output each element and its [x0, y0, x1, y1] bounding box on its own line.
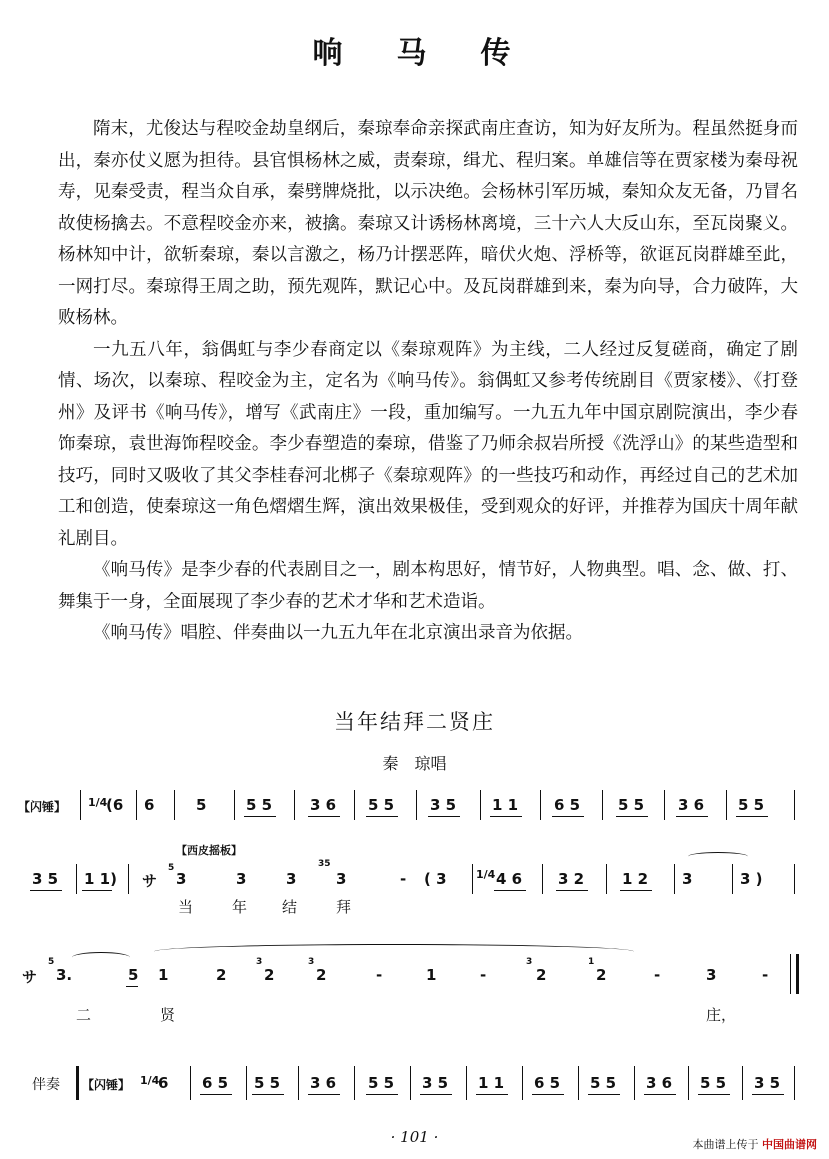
barline [298, 1066, 299, 1100]
note: 3 6 [310, 1074, 337, 1092]
beam [494, 890, 526, 891]
free-meter-mark: サ [22, 968, 38, 986]
lyric: 庄， [706, 1006, 737, 1024]
note: 5 [128, 966, 139, 984]
score-row-2 [24, 838, 804, 918]
note: - [376, 966, 383, 984]
note: 6 5 [554, 796, 581, 814]
lyric: 贤 [160, 1006, 176, 1024]
free-meter-mark: サ [142, 872, 158, 890]
note: 3 6 [678, 796, 705, 814]
beam [308, 816, 340, 817]
note: 1 2 [622, 870, 649, 888]
note: 5 5 [700, 1074, 727, 1092]
note: 5 5 [590, 1074, 617, 1092]
beam [676, 816, 708, 817]
barline [602, 790, 603, 820]
barline [674, 864, 675, 894]
beam [420, 1094, 452, 1095]
note: 3 [236, 870, 247, 888]
note: 3 6 [310, 796, 337, 814]
final-barline [790, 954, 791, 994]
beam [588, 1094, 620, 1095]
note: 1 [426, 966, 437, 984]
note: - [762, 966, 769, 984]
grace-note: 3 [526, 957, 533, 967]
note: 2 [316, 966, 327, 984]
final-barline [796, 954, 799, 994]
barline [294, 790, 295, 820]
beam [366, 1094, 398, 1095]
barline [688, 1066, 689, 1100]
barline [726, 790, 727, 820]
barline [410, 1066, 411, 1100]
beam [428, 816, 460, 817]
note: 5 5 [738, 796, 765, 814]
barline [664, 790, 665, 820]
score-row-4 [24, 1066, 804, 1110]
barline [540, 790, 541, 820]
title-char: 响 [312, 36, 349, 71]
beam [490, 816, 522, 817]
lyric: 拜 [336, 898, 352, 916]
barline [354, 1066, 355, 1100]
note: 3 [176, 870, 187, 888]
note: 3 6 [646, 1074, 673, 1092]
barline [246, 1066, 247, 1100]
barline [542, 864, 543, 894]
barline [480, 790, 481, 820]
singer-label: 秦 琼唱 [382, 754, 447, 773]
beam [752, 1094, 784, 1095]
note: 2 [536, 966, 547, 984]
beam [126, 986, 138, 987]
accompaniment-label: 伴奏 [32, 1077, 60, 1093]
barline [794, 790, 795, 820]
barline [80, 790, 81, 820]
note: 3 5 [430, 796, 457, 814]
page-title [0, 28, 829, 72]
barline [466, 1066, 467, 1100]
note: 2 [596, 966, 607, 984]
beam [200, 1094, 232, 1095]
note: 3. [56, 966, 73, 984]
barline [234, 790, 235, 820]
note: (6 [106, 796, 124, 814]
barline [354, 790, 355, 820]
title-char: 传 [480, 36, 517, 71]
grace-note: 5 [48, 957, 55, 967]
note: 5 5 [368, 796, 395, 814]
note: 2 [264, 966, 275, 984]
note: 3 [336, 870, 347, 888]
title-char: 马 [396, 36, 433, 71]
score-row-3 [24, 940, 804, 1030]
beam [532, 1094, 564, 1095]
barline [174, 790, 175, 820]
lyric: 年 [232, 898, 248, 916]
note: - [654, 966, 661, 984]
barline [416, 790, 417, 820]
song-title: 当年结拜二贤庄 [334, 710, 495, 734]
note: 3 5 [754, 1074, 781, 1092]
note: 1 1 [492, 796, 519, 814]
note: 3 [706, 966, 717, 984]
beam [698, 1094, 730, 1095]
intro-text [58, 114, 798, 650]
meter-mark: 1/4 [476, 868, 496, 881]
barline [794, 864, 795, 894]
grace-note: 35 [318, 859, 331, 869]
note: 3 5 [422, 1074, 449, 1092]
beam [736, 816, 768, 817]
note: 5 5 [246, 796, 273, 814]
note: 1 1 [478, 1074, 505, 1092]
barline [136, 790, 137, 820]
barline [606, 864, 607, 894]
beam [252, 1094, 284, 1095]
grace-note: 5 [168, 863, 175, 873]
beam [552, 816, 584, 817]
beam [366, 816, 398, 817]
note: 3 ) [740, 870, 763, 888]
meter-mark: 1/4 [88, 796, 108, 809]
note: - [400, 870, 407, 888]
tempo-mark: 【闪锤】 [82, 1078, 131, 1092]
slur [72, 952, 130, 963]
beam [556, 890, 588, 891]
lyric: 二 [76, 1006, 92, 1024]
intro-paragraph: 《响马传》是李少春的代表剧目之一，剧本构思好，情节好，人物典型。唱、念、做、打、舞集于一身，全面展现了李少春的艺术才华和艺术造诣。 [58, 560, 798, 612]
tempo-mark: 【闪锤】 [18, 800, 67, 814]
intro-paragraph: 《响马传》唱腔、伴奏曲以一九五九年在北京演出录音为依据。 [93, 623, 583, 643]
credit-text: 本曲谱上传于 [692, 1138, 759, 1151]
note: - [480, 966, 487, 984]
barline [190, 1066, 191, 1100]
upload-credit [693, 1136, 818, 1152]
tie [688, 852, 748, 861]
note: 3 [682, 870, 693, 888]
beam [616, 816, 648, 817]
note: 5 [196, 796, 207, 814]
lyric: 结 [282, 898, 298, 916]
barline [128, 864, 129, 894]
barline [578, 1066, 579, 1100]
note: 4 6 [496, 870, 523, 888]
barline [742, 1066, 743, 1100]
barline [472, 864, 473, 894]
note: 3 2 [558, 870, 585, 888]
beam [620, 890, 652, 891]
note: 3 [286, 870, 297, 888]
note: 5 5 [618, 796, 645, 814]
barline [732, 864, 733, 894]
beam [644, 1094, 676, 1095]
beam [244, 816, 276, 817]
tempo-mark: 【西皮摇板】 [176, 844, 242, 857]
grace-note: 3 [256, 957, 263, 967]
barline [634, 1066, 635, 1100]
score-row-1 [18, 790, 804, 830]
beam [308, 1094, 340, 1095]
note: 2 [216, 966, 227, 984]
grace-note: 3 [308, 957, 315, 967]
barline [794, 1066, 795, 1100]
barline [76, 1066, 79, 1100]
beam [82, 890, 112, 891]
intro-paragraph: 一九五八年，翁偶虹与李少春商定以《秦琼观阵》为主线，二人经过反复磋商，确定了剧情、场次，以秦琼、程咬金为主，定名为《响马传》。翁偶虹又参考传统剧目《贾家楼》、《打登州》及评书《响马传》，增写《武南庄》一段，重加编写。一九五九年中国京剧院演出，李少春饰秦琼，袁世海饰程咬金。李少春塑造的秦琼，借鉴了乃师余叔岩所授《洗浮山》的某些造型和技巧，同时又吸收了其父李桂春河北梆子《秦琼观阵》的一些技巧和动作，再经过自己的艺术加工和创造，使秦琼这一角色熠熠生辉，演出效果极佳，受到观众的好评，并推荐为国庆十周年献礼剧目。 [58, 339, 798, 549]
site-logo: 中国曲谱网 [762, 1138, 817, 1151]
note: 1 [158, 966, 169, 984]
note: 6 5 [202, 1074, 229, 1092]
beam [476, 1094, 508, 1095]
note: ( 3 [424, 870, 447, 888]
note: 5 5 [368, 1074, 395, 1092]
beam [30, 890, 62, 891]
intro-paragraph: 隋末，尤俊达与程咬金劫皇纲后，秦琼奉命亲探武南庄查访，知为好友所为。程虽然挺身而出，秦亦仗义愿为担待。县官惧杨林之威，责秦琼，缉尤、程归案。单雄信等在贾家楼为秦母祝寿，见秦受责，程当众自承，秦劈牌烧批，以示决绝。会杨林引军历城，秦知众友无备，乃冒名故使杨擒去。不意程咬金亦来，被擒。秦琼又计诱杨林离境，三十六人大反山东，至瓦岗聚义。杨林知中计，欲斩秦琼，秦以言激之，杨乃计摆恶阵，暗伏火炮、浮桥等，欲诓瓦岗群雄至此，一网打尽。秦琼得王周之助，预先观阵，默记心中。及瓦岗群雄到来，秦为向导，合力破阵，大败杨林。 [58, 119, 798, 328]
note: 6 [158, 1074, 169, 1092]
grace-note: 1 [588, 957, 595, 967]
note: 5 5 [254, 1074, 281, 1092]
note: 6 5 [534, 1074, 561, 1092]
barline [76, 864, 77, 894]
note: 6 [144, 796, 155, 814]
lyric: 当 [178, 898, 194, 916]
note: 3 5 [32, 870, 59, 888]
phrase-slur [154, 944, 634, 959]
barline [522, 1066, 523, 1100]
note: 1 1) [84, 870, 117, 888]
page-number: · 101 · [390, 1128, 439, 1146]
meter-mark: 1/4 [140, 1074, 160, 1087]
